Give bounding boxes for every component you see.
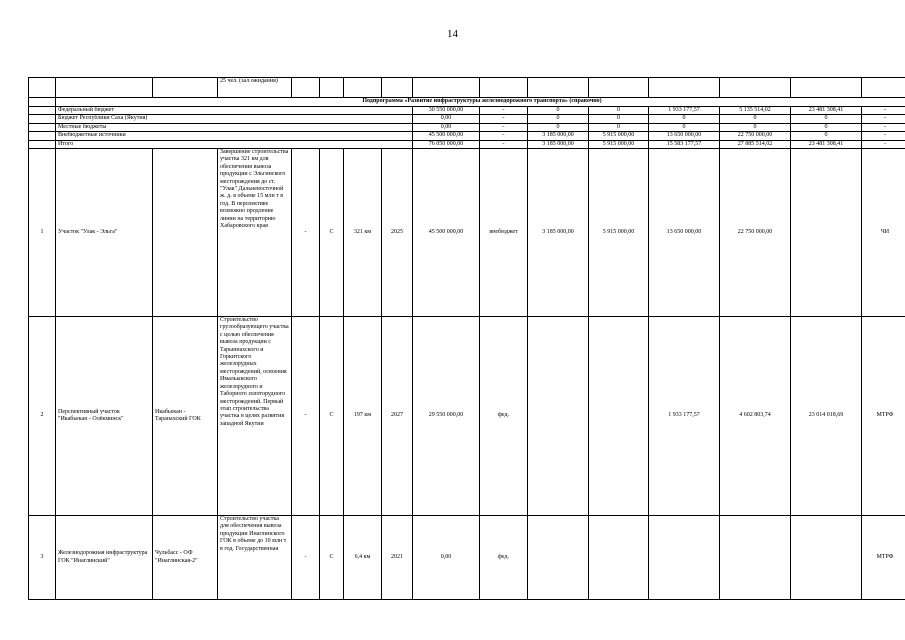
budget-label: Бюджет Республики Саха (Якутия) — [56, 115, 413, 123]
budget-cell: - — [862, 123, 905, 131]
project-location: Чульбасс - ОФ "Инаглинская-2" — [153, 516, 218, 600]
budget-cell: 23 481 308,41 — [791, 140, 862, 148]
project-responsible: МТРФ — [862, 317, 905, 516]
budget-cell: - — [480, 107, 528, 115]
project-dash: - — [292, 516, 320, 600]
project-dash: - — [292, 317, 320, 516]
project-length: 197 км — [344, 317, 382, 516]
project-description: Строительство участка для обеспечения вывоза продукции Инаглинского ГОК в объеме до 10 млн т в год. Государственная — [218, 516, 292, 600]
continuation-row — [29, 78, 905, 98]
project-type: С — [320, 317, 344, 516]
budget-cell: 0 — [649, 123, 720, 131]
project-value — [528, 317, 589, 516]
project-total: 29 550 000,00 — [413, 317, 480, 516]
budget-cell: - — [480, 123, 528, 131]
project-number: 3 — [29, 516, 56, 600]
budget-cell: 5 915 000,00 — [589, 132, 649, 140]
project-value: 23 014 018,69 — [791, 317, 862, 516]
budget-cell: - — [480, 115, 528, 123]
budget-cell: 1 933 177,57 — [649, 107, 720, 115]
project-value: 5 915 000,00 — [589, 149, 649, 317]
budget-cell: - — [862, 140, 905, 148]
budget-total: 0,00 — [413, 123, 480, 131]
project-value — [589, 516, 649, 600]
budget-row — [29, 107, 905, 115]
budget-cell: 0 — [791, 132, 862, 140]
budget-cell: 3 185 000,00 — [528, 140, 589, 148]
budget-total: 0,00 — [413, 115, 480, 123]
subprogram-title: Подпрограмма «Развитие инфраструктуры железнодорожного транспорта» (справочно) — [56, 98, 905, 107]
budget-total: 30 550 000,00 — [413, 107, 480, 115]
budget-total: 45 500 000,00 — [413, 132, 480, 140]
budget-cell: 3 185 000,00 — [528, 132, 589, 140]
project-year: 2025 — [382, 149, 413, 317]
budget-cell: 13 650 000,00 — [649, 132, 720, 140]
project-number: 1 — [29, 149, 56, 317]
project-value — [528, 516, 589, 600]
project-number: 2 — [29, 317, 56, 516]
budget-label: Итого — [56, 140, 413, 148]
project-value — [589, 317, 649, 516]
project-location — [153, 149, 218, 317]
budget-row — [29, 115, 905, 123]
project-total: 45 500 000,00 — [413, 149, 480, 317]
project-source: внебюджет — [480, 149, 528, 317]
project-row — [29, 149, 905, 317]
budget-cell: 0 — [528, 123, 589, 131]
project-type: С — [320, 149, 344, 317]
project-responsible: ЧИ — [862, 149, 905, 317]
budget-row — [29, 132, 905, 140]
investment-table — [28, 77, 905, 600]
project-source: фед. — [480, 516, 528, 600]
budget-cell: 15 583 177,57 — [649, 140, 720, 148]
budget-row-total — [29, 140, 905, 148]
budget-cell: 0 — [720, 115, 791, 123]
project-value — [649, 516, 720, 600]
page-number: 14 — [447, 28, 458, 40]
project-year: 2021 — [382, 516, 413, 600]
budget-cell: - — [480, 140, 528, 148]
budget-row — [29, 123, 905, 131]
budget-cell: 0 — [589, 123, 649, 131]
budget-cell: 27 885 514,02 — [720, 140, 791, 148]
budget-cell: 0 — [720, 123, 791, 131]
budget-cell: - — [862, 132, 905, 140]
project-name: Участок "Улак - Эльга" — [56, 149, 153, 317]
budget-total: 76 050 000,00 — [413, 140, 480, 148]
project-value: 4 602 803,74 — [720, 317, 791, 516]
subprogram-row — [29, 98, 905, 107]
budget-cell: 0 — [528, 107, 589, 115]
project-dash: - — [292, 149, 320, 317]
budget-cell: 0 — [589, 115, 649, 123]
project-row — [29, 516, 905, 600]
budget-cell: 0 — [791, 123, 862, 131]
project-value: 22 750 000,00 — [720, 149, 791, 317]
project-length: 6,4 км — [344, 516, 382, 600]
project-name: Железнодорожная инфраструктура ГОК "Инаглинский" — [56, 516, 153, 600]
project-description: Завершение строительства участка 321 км для обеспечения вывоза продукции с Эльгинского месторождения до ст. "Улак" Дальневосточной ж. д. в объеме 15 млн т в год. В перспективе возможно продление линии на территорию Хабаровского края — [218, 149, 292, 317]
budget-label: Федеральный бюджет — [56, 107, 413, 115]
budget-label: Местные бюджеты — [56, 123, 413, 131]
budget-cell: - — [480, 132, 528, 140]
project-source: фед. — [480, 317, 528, 516]
project-value — [720, 516, 791, 600]
project-row — [29, 317, 905, 516]
project-value: 1 933 177,57 — [649, 317, 720, 516]
project-name: Перспективный участок "Икабьекан - Олёкминск" — [56, 317, 153, 516]
budget-cell: 23 481 308,41 — [791, 107, 862, 115]
project-description: Строительство грузообразующего участка с целью обеспечения вывоза продукции с Тарыннахского и Горкитского железорудных месторождений, освоения Имальыкского железорудного и Таборного золоторудного месторождений. Первый этап строительства участка в целях развития западной Якутии — [218, 317, 292, 516]
continuation-desc: 25 чел. (зал ожидания) — [218, 78, 292, 98]
budget-cell: 5 915 000,00 — [589, 140, 649, 148]
project-year: 2027 — [382, 317, 413, 516]
budget-cell: 0 — [589, 107, 649, 115]
budget-cell: 0 — [791, 115, 862, 123]
budget-cell: 0 — [528, 115, 589, 123]
budget-label: Внебюджетные источники — [56, 132, 413, 140]
budget-cell: 5 135 514,02 — [720, 107, 791, 115]
project-location: Икабьекан - Таранахский ГОК — [153, 317, 218, 516]
project-total: 0,00 — [413, 516, 480, 600]
budget-cell: 0 — [649, 115, 720, 123]
budget-cell: - — [862, 115, 905, 123]
project-value — [791, 516, 862, 600]
project-value — [791, 149, 862, 317]
project-length: 321 км — [344, 149, 382, 317]
project-type: С — [320, 516, 344, 600]
project-value: 3 185 000,00 — [528, 149, 589, 317]
budget-cell: 22 750 000,00 — [720, 132, 791, 140]
budget-cell: - — [862, 107, 905, 115]
project-responsible: МТРФ — [862, 516, 905, 600]
project-value: 13 650 000,00 — [649, 149, 720, 317]
